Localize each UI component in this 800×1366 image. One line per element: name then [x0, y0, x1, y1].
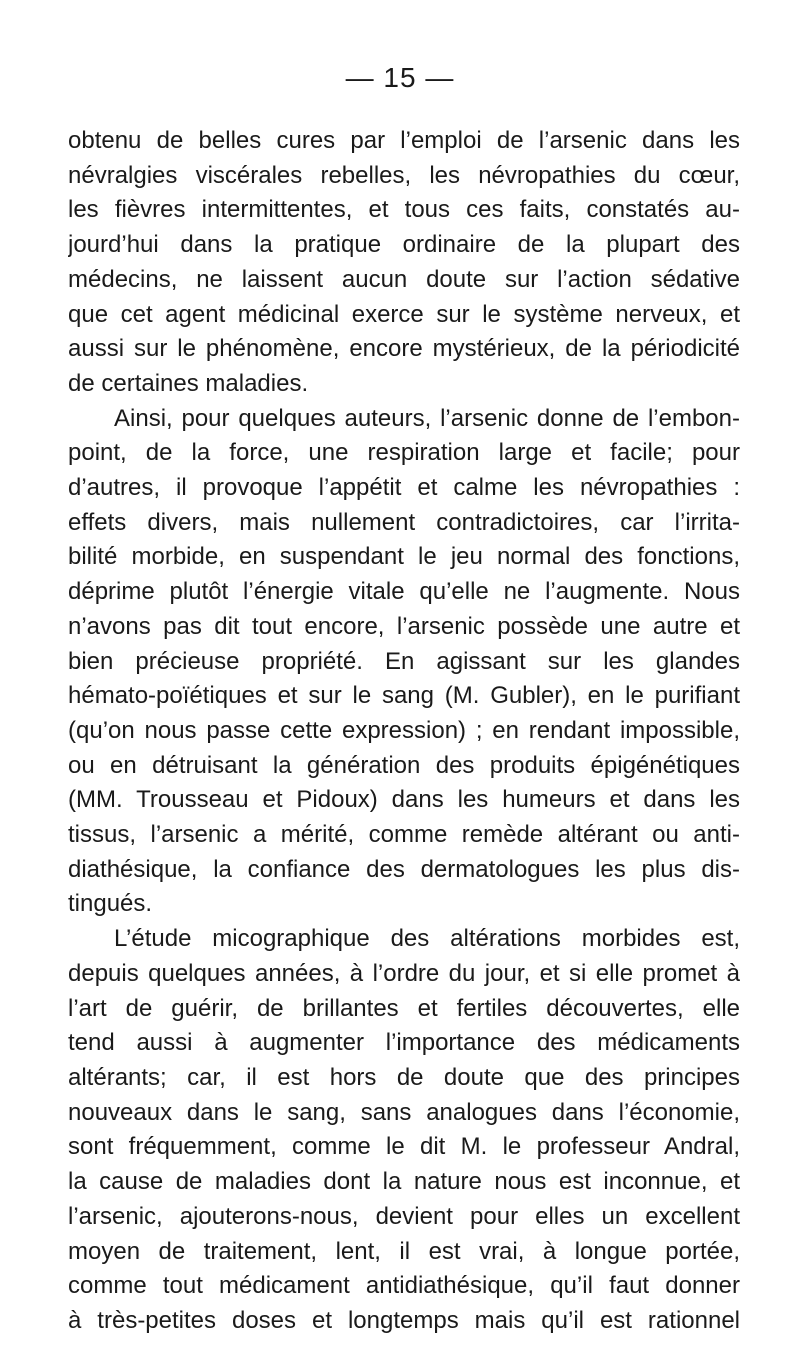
- text-line: sont fréquemment, comme le dit M. le professeur Andral,: [68, 1133, 740, 1161]
- text-line: nouveaux dans le sang, sans analogues dans l’économie,: [68, 1098, 740, 1126]
- text-line: (MM. Trousseau et Pidoux) dans les humeurs et dans les: [68, 786, 740, 814]
- text-line: depuis quelques années, à l’ordre du jour, et si elle promet à: [68, 959, 740, 987]
- text-line: tend aussi à augmenter l’importance des médicaments: [68, 1029, 740, 1057]
- text-line: effets divers, mais nullement contradictoires, car l’irrita-: [68, 508, 740, 536]
- text-line: que cet agent médicinal exerce sur le système nerveux, et: [68, 300, 740, 328]
- text-line: névralgies viscérales rebelles, les névropathies du cœur,: [68, 161, 740, 189]
- text-line: n’avons pas dit tout encore, l’arsenic possède une autre et: [68, 612, 740, 640]
- text-line: tissus, l’arsenic a mérité, comme remède altérant ou anti-: [68, 821, 740, 849]
- page-number: — 15 —: [345, 62, 455, 93]
- paragraph: [68, 922, 740, 1338]
- text-line: la cause de maladies dont la nature nous est inconnue, et: [68, 1168, 740, 1196]
- text-line: tingués.: [68, 890, 153, 918]
- body-text: [68, 124, 740, 1339]
- text-line: comme tout médicament antidiathésique, qu’il faut donner: [68, 1272, 740, 1300]
- text-line: médecins, ne laissent aucun doute sur l’action sédative: [68, 265, 740, 293]
- text-line: L’étude micographique des altérations morbides est,: [114, 925, 740, 953]
- text-line: ou en détruisant la génération des produits épigénétiques: [68, 751, 740, 779]
- text-line: hémato-poïétiques et sur le sang (M. Gubler), en le purifiant: [68, 682, 740, 710]
- text-line: Ainsi, pour quelques auteurs, l’arsenic donne de l’embon-: [114, 404, 740, 432]
- text-line: obtenu de belles cures par l’emploi de l’arsenic dans les: [68, 127, 740, 154]
- paragraph: [68, 124, 740, 402]
- text-line: à très-petites doses et longtemps mais qu’il est rationnel: [68, 1306, 740, 1334]
- text-line: point, de la force, une respiration large et facile; pour: [68, 439, 740, 467]
- text-line: aussi sur le phénomène, encore mystérieux, de la périodicité: [68, 335, 740, 363]
- text-line: les fièvres intermittentes, et tous ces faits, constatés au-: [68, 196, 740, 224]
- text-line: déprime plutôt l’énergie vitale qu’elle ne l’augmente. Nous: [68, 578, 740, 606]
- text-line: altérants; car, il est hors de doute que des principes: [68, 1063, 740, 1091]
- text-line: d’autres, il provoque l’appétit et calme les névropathies :: [68, 474, 740, 502]
- text-line: diathésique, la confiance des dermatologues les plus dis-: [68, 855, 740, 883]
- text-line: l’arsenic, ajouterons-nous, devient pour elles un excellent: [68, 1202, 740, 1230]
- text-line: de certaines maladies.: [68, 369, 309, 397]
- text-line: jourd’hui dans la pratique ordinaire de la plupart des: [68, 231, 740, 259]
- text-line: bien précieuse propriété. En agissant sur les glandes: [68, 647, 740, 675]
- text-line: (qu’on nous passe cette expression) ; en rendant impossible,: [68, 716, 740, 744]
- text-line: bilité morbide, en suspendant le jeu normal des fonctions,: [68, 543, 740, 571]
- text-line: moyen de traitement, lent, il est vrai, à longue portée,: [68, 1237, 740, 1265]
- paragraph: [68, 402, 740, 923]
- text-line: l’art de guérir, de brillantes et fertiles découvertes, elle: [68, 994, 740, 1022]
